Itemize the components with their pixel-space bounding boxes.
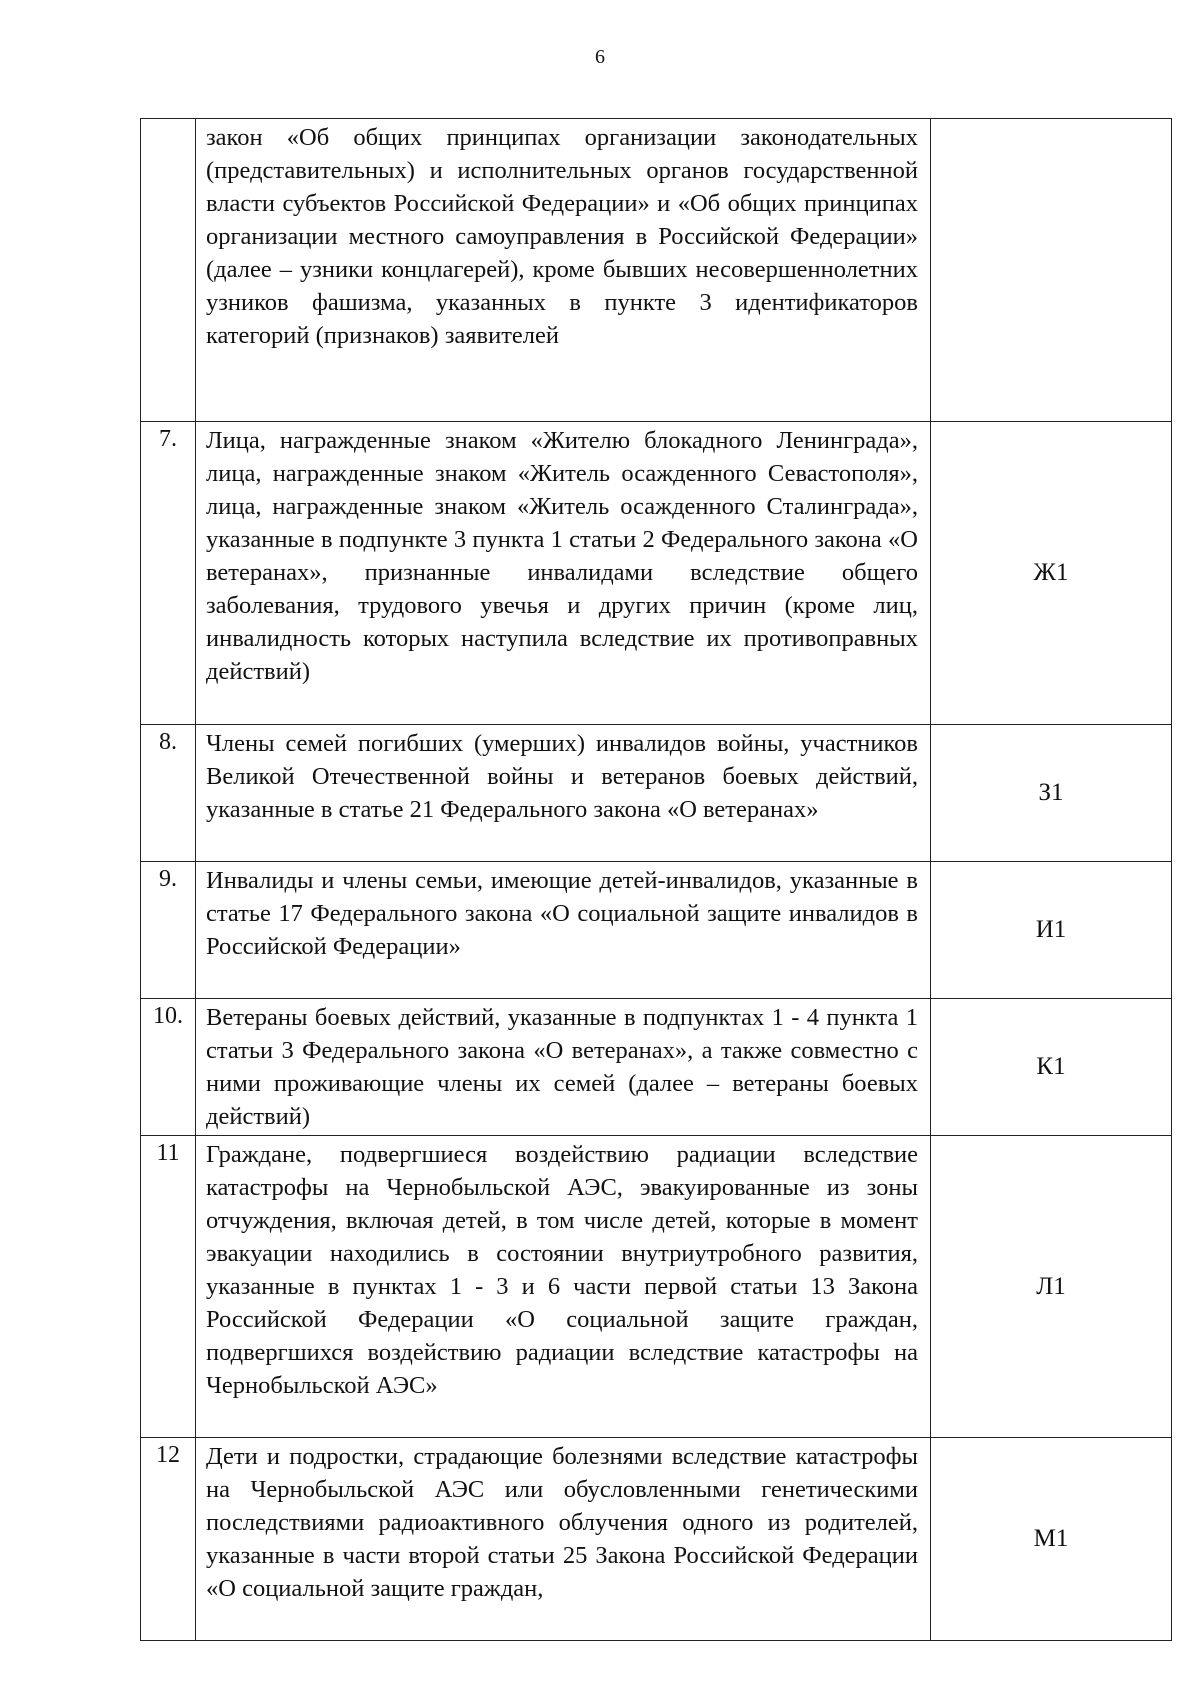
row-description <box>196 422 931 725</box>
row-code: И1 <box>931 862 1172 999</box>
row-number: 7. <box>141 422 196 725</box>
table-row <box>141 862 1172 999</box>
row-description-text: Дети и подростки, страдающие болезнями вследствие катастрофы на Чернобыльской АЭС или обусловленными генетическими последствиями радиоактивного облучения одного из родителей, указанные в части второй статьи 25 Закона Российской Федерации «О социальной защите граждан, <box>206 1443 918 1602</box>
table-row <box>141 119 1172 422</box>
row-description <box>196 1438 931 1641</box>
row-description-text: Ветераны боевых действий, указанные в подпунктах 1 - 4 пункта 1 статьи 3 Федерального закона «О ветеранах», а также совместно с ними проживающие члены их семей (далее – ветераны боевых действий) <box>206 1004 918 1130</box>
row-number: 12 <box>141 1438 196 1641</box>
row-description-text: Члены семей погибших (умерших) инвалидов войны, участников Великой Отечественной войны и ветеранов боевых действий, указанные в статье 21 Федерального закона «О ветеранах» <box>206 730 918 823</box>
row-description <box>196 862 931 999</box>
row-code <box>931 119 1172 422</box>
row-code: М1 <box>931 1438 1172 1641</box>
row-description-text: Граждане, подвергшиеся воздействию радиации вследствие катастрофы на Чернобыльской АЭС, эвакуированные из зоны отчуждения, включая детей, в том числе детей, которые в момент эвакуации находились в состоянии внутриутробного развития, указанные в пунктах 1 - 3 и 6 части первой статьи 13 Закона Российской Федерации «О социальной защите граждан, подвергшихся воздействию радиации вследствие катастрофы на Чернобыльской АЭС» <box>206 1141 918 1399</box>
row-number <box>141 119 196 422</box>
table-row <box>141 1136 1172 1438</box>
page-number: 6 <box>595 46 605 68</box>
row-code: Л1 <box>931 1136 1172 1438</box>
row-number: 11 <box>141 1136 196 1438</box>
row-number: 8. <box>141 725 196 862</box>
categories-table <box>140 118 1172 1641</box>
table-row <box>141 422 1172 725</box>
row-number: 10. <box>141 999 196 1136</box>
row-number: 9. <box>141 862 196 999</box>
row-description <box>196 725 931 862</box>
row-description <box>196 999 931 1136</box>
row-description-text: Лица, награжденные знаком «Жителю блокадного Ленинграда», лица, награжденные знаком «Житель осажденного Севастополя», лица, награжденные знаком «Житель осажденного Сталинграда», указанные в подпункте 3 пункта 1 статьи 2 Федерального закона «О ветеранах», признанные инвалидами вследствие общего заболевания, трудового увечья и других причин (кроме лиц, инвалидность которых наступила вследствие их противоправных действий) <box>206 427 918 685</box>
table-row <box>141 725 1172 862</box>
row-description-text: Инвалиды и члены семьи, имеющие детей-инвалидов, указанные в статье 17 Федерального закона «О социальной защите инвалидов в Российской Федерации» <box>206 867 918 960</box>
row-code: З1 <box>931 725 1172 862</box>
row-code: К1 <box>931 999 1172 1136</box>
row-description-text: закон «Об общих принципах организации законодательных (представительных) и исполнительных органов государственной власти субъектов Российской Федерации» и «Об общих принципах организации местного самоуправления в Российской Федерации» (далее – узники концлагерей), кроме бывших несовершеннолетних узников фашизма, указанных в пункте 3 идентификаторов категорий (признаков) заявителей <box>206 124 918 349</box>
row-code: Ж1 <box>931 422 1172 725</box>
table-row <box>141 1438 1172 1641</box>
table-row <box>141 999 1172 1136</box>
row-description <box>196 1136 931 1438</box>
row-description <box>196 119 931 422</box>
